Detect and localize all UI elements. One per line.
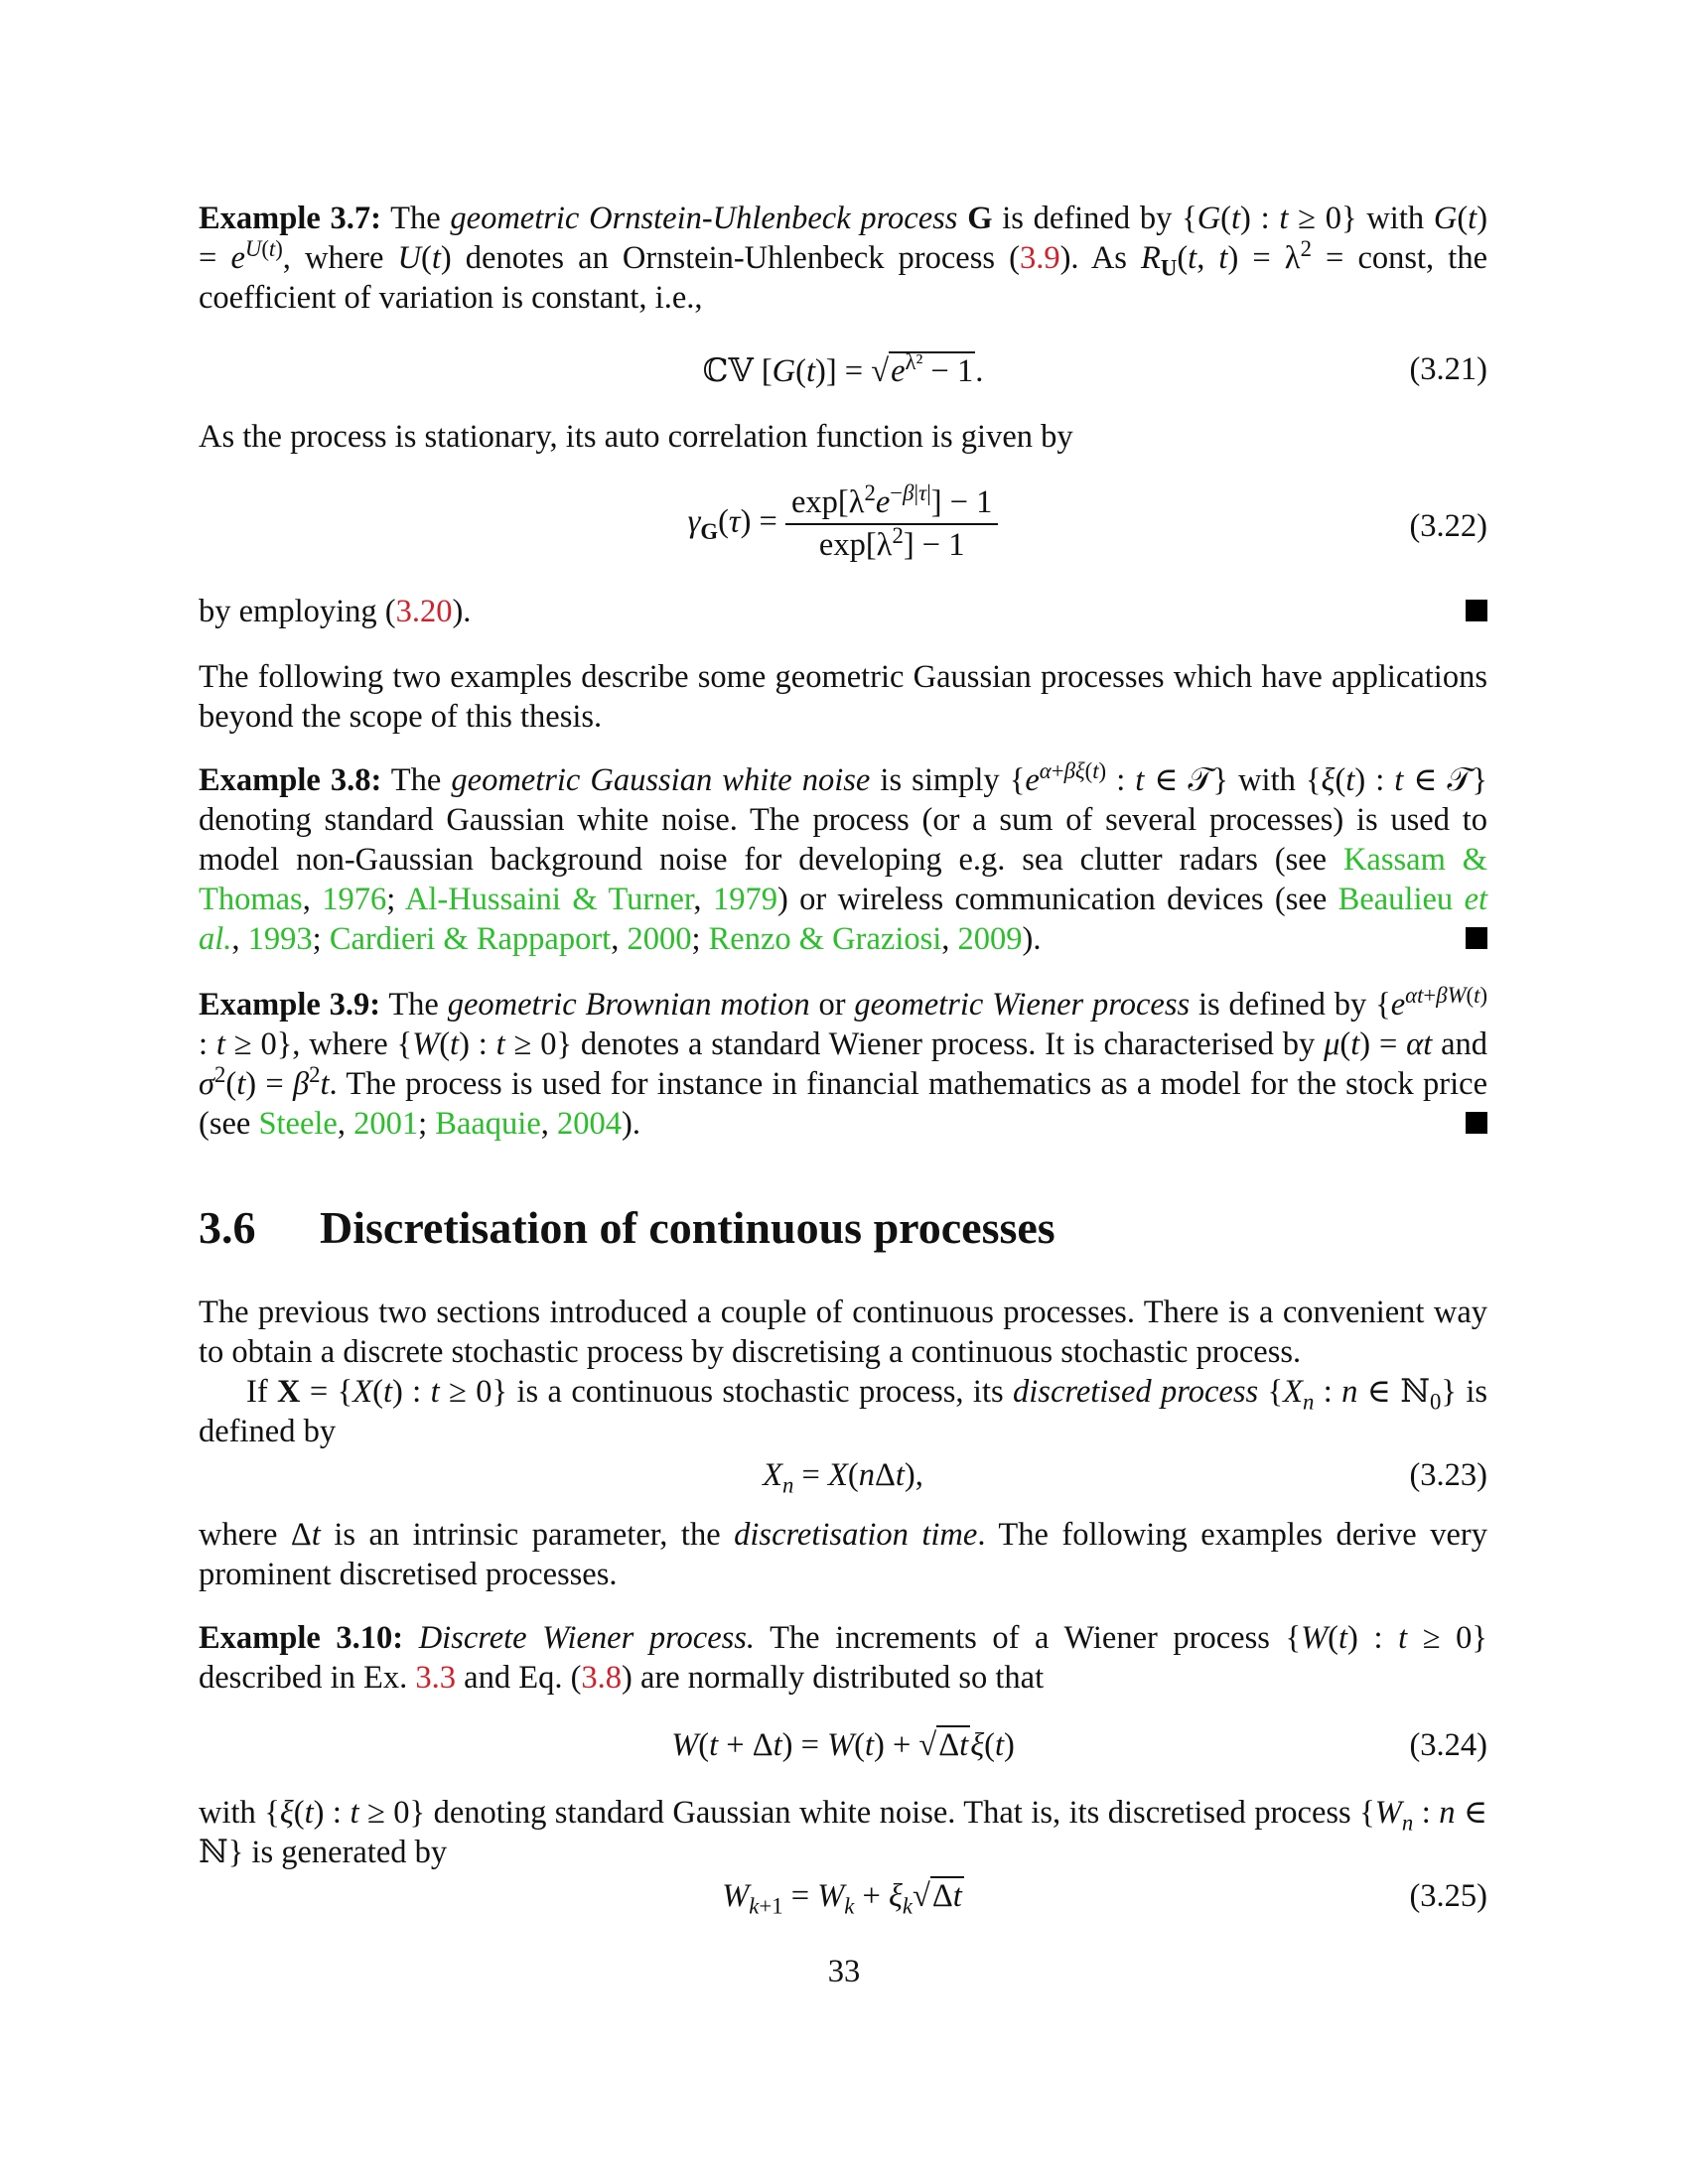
citation-year[interactable]: 1976 <box>322 882 387 917</box>
term: discretised process <box>1013 1374 1259 1410</box>
example-3-7: Example 3.7: The geometric Ornstein-Uhlenbeck process G is defined by {G(t) : t ≥ 0} with $G(t) = e^{U(t)}$, where U(t) denotes an Ornstein-Uhlenbeck process (3.9). As $R_U(t$, $t) = \lambda^2$ = const, the coefficient of variation is constant, i.e., <box>199 201 1488 316</box>
equation-3-24: W(t + Δt) = W(t) + √Δtξ(t) (3.24) <box>671 1727 1487 1763</box>
equation-number: (3.25) <box>1409 1878 1487 1914</box>
citation[interactable]: Kassam & Thomas <box>199 842 1487 917</box>
paragraph: The following two examples describe some geometric Gaussian processes which have applications beyond the scope of this thesis. <box>199 659 1487 735</box>
term: geometric Ornstein-Uhlenbeck process <box>450 201 958 236</box>
equation-number: (3.22) <box>1409 508 1487 544</box>
citation[interactable]: Cardieri & Rappaport <box>329 921 612 957</box>
citation[interactable]: Beaulieu et al. <box>199 882 1488 957</box>
equation-number: (3.24) <box>1409 1727 1487 1763</box>
paragraph: with {ξ(t) : t ≥ 0} denoting standard Gaussian white noise. That is, its discretised process {$W_n$ : n ∈ ℕ} is generated by <box>199 1795 1488 1870</box>
citation-year[interactable]: 1979 <box>712 882 777 917</box>
end-of-example-mark <box>1466 1112 1487 1134</box>
equation-ref[interactable]: 3.8 <box>581 1660 623 1696</box>
term: discretisation time <box>734 1517 978 1553</box>
term: geometric Gaussian white noise <box>451 762 871 798</box>
section-heading <box>199 1201 1055 1254</box>
end-of-example-mark <box>1466 927 1487 949</box>
citation-year[interactable]: 2001 <box>353 1106 419 1142</box>
end-of-example-mark <box>1466 600 1487 621</box>
equation-3-25: $W_{k+1} = W_k + \xi_k√\Delta t$ (3.25) <box>722 1878 1487 1919</box>
section-number: 3.6 <box>199 1202 256 1253</box>
equation-3-22: $\gamma_G(\tau)$ = $\frac{\exp[\lambda^2e^{-\beta|\tau|}] - 1}{\exp[\lambda^2] - 1}$ (3.22) <box>687 480 1487 563</box>
paragraph: As the process is stationary, its auto correlation function is given by <box>199 419 1073 455</box>
citation[interactable]: Steele <box>258 1106 338 1142</box>
equation-number: (3.23) <box>1409 1457 1487 1493</box>
citation-year[interactable]: 2004 <box>557 1106 623 1142</box>
example-3-10: Example 3.10: Discrete Wiener process. The increments of a Wiener process {W(t) : t ≥ 0} described in Ex. 3.3 and Eq. (3.8) are normally distributed so that <box>199 1620 1488 1696</box>
paragraph: by employing (3.20). <box>199 592 1487 631</box>
term: geometric Brownian motion <box>447 987 810 1023</box>
example-3-9: Example 3.9: The geometric Brownian motion or geometric Wiener process is defined by {$e^{\alpha t+\beta W(t)}$ : t ≥ 0}, where {W(t) : t ≥ 0} denotes a standard Wiener process. It is characterised by μ(t) = αt and $\sigma^2(t) = \beta^2t$. The process is used for instance in financial mathematics as a model for the stock price (see Steele, 2001; Baaquie, 2004). <box>199 983 1488 1142</box>
example-3-8: Example 3.8: The geometric Gaussian white noise is simply {$e^{\alpha+\beta\xi(t)}$ : t ∈ 𝒯} with {ξ(t) : t ∈ 𝒯} denoting standard Gaussian white noise. The process (or a sum of several processes) is used to model non-Gaussian background noise for developing e.g. sea clutter radars (see Kassam & Thomas, 1976; Al-Hussaini & Turner, 1979) or wireless communication devices (see Beaulieu et al., 1993; Cardieri & Rappaport, 2000; Renzo & Graziosi, 2009). <box>199 758 1488 957</box>
example-label: Example 3.10: <box>199 1620 404 1656</box>
citation[interactable]: Renzo & Graziosi <box>708 921 942 957</box>
example-label: Example 3.7: <box>199 201 381 236</box>
equation-3-23: $X_n = X(n\Delta t)$, (3.23) <box>763 1457 1487 1498</box>
citation[interactable]: Al-Hussaini & Turner <box>404 882 694 917</box>
paragraph: If X = {X(t) : t ≥ 0} is a continuous stochastic process, its discretised process {$X_n$ : n ∈ ℕ$_0$} is defined by <box>199 1374 1487 1449</box>
equation-number: (3.21) <box>1409 351 1487 387</box>
citation-year[interactable]: 2000 <box>627 921 692 957</box>
citation-year[interactable]: 2009 <box>957 921 1023 957</box>
term: geometric Wiener process <box>854 987 1191 1023</box>
page-number: 33 <box>827 1954 861 1989</box>
citation[interactable]: Baaquie <box>435 1106 541 1142</box>
paragraph: where Δt is an intrinsic parameter, the discretisation time. The following examples derive very prominent discretised processes. <box>199 1517 1487 1592</box>
paragraph: The previous two sections introduced a couple of continuous processes. There is a convenient way to obtain a discrete stochastic process by discretising a continuous stochastic process. <box>199 1295 1487 1370</box>
term: Discrete Wiener process. <box>418 1620 756 1656</box>
example-ref[interactable]: 3.3 <box>415 1660 457 1696</box>
equation-ref[interactable]: 3.20 <box>395 594 453 629</box>
example-label: Example 3.8: <box>199 762 382 798</box>
section-title: Discretisation of continuous processes <box>320 1202 1055 1253</box>
citation-year[interactable]: 1993 <box>247 921 313 957</box>
equation-ref[interactable]: 3.9 <box>1019 240 1060 276</box>
example-label: Example 3.9: <box>199 987 381 1023</box>
equation-3-21: ℂ𝕍 $[G(t)] = √e^{\lambda^2} - 1$. (3.21) <box>702 349 1487 389</box>
